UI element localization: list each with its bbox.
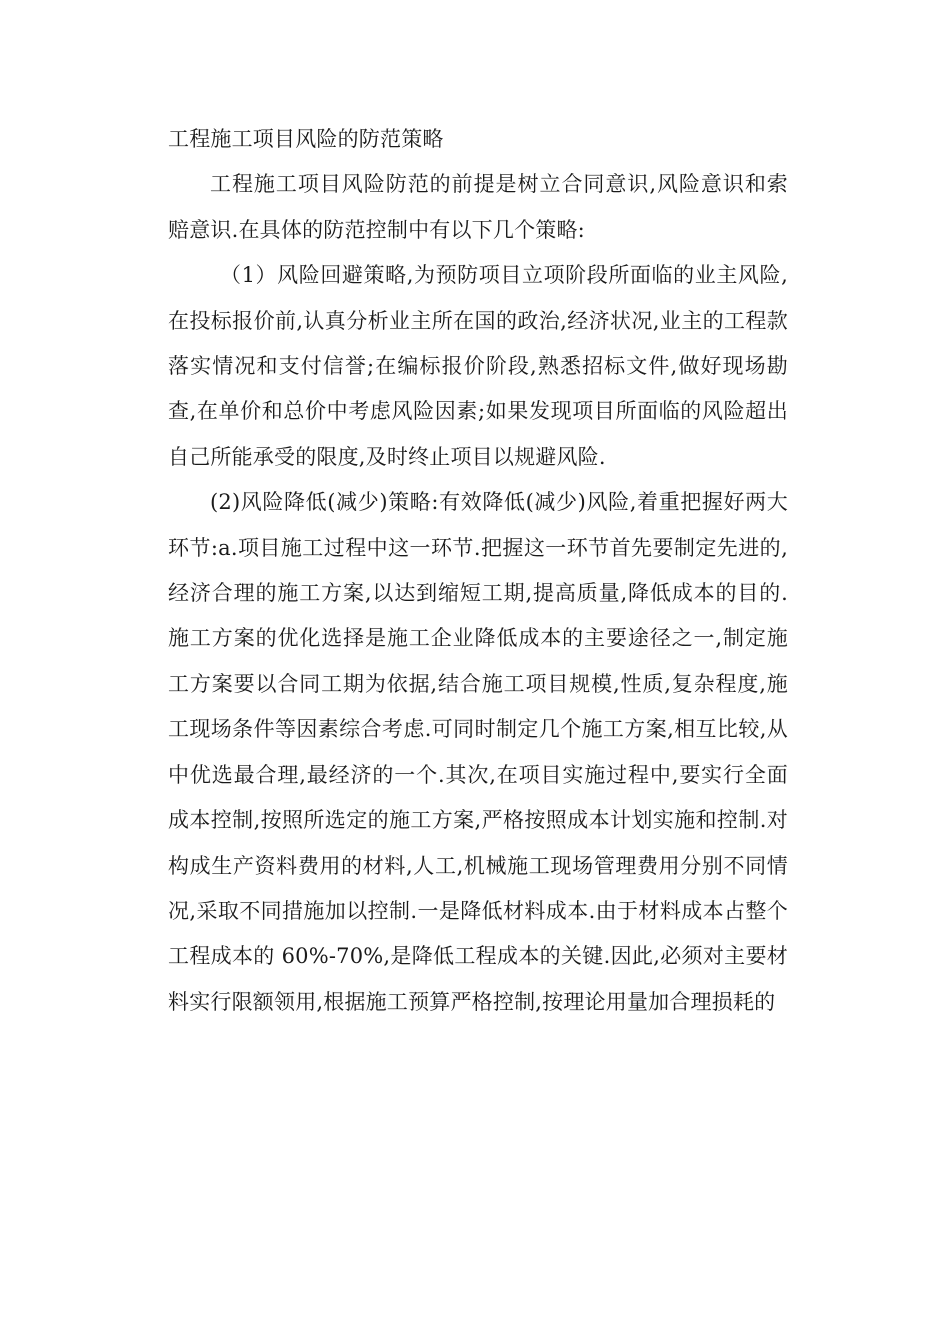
paragraph-intro: 工程施工项目风险防范的前提是树立合同意识,风险意识和索赔意识.在具体的防范控制中有以下几个策略:: [168, 172, 788, 242]
paragraph-risk-avoidance: （1）风险回避策略,为预防项目立项阶段所面临的业主风险,在投标报价前,认真分析业主所在国的政治,经济状况,业主的工程款落实情况和支付信誉;在编标报价阶段,熟悉招标文件,做好现场勘查,在单价和总价中考虑风险因素;如果发现项目所面临的风险超出自己所能承受的限度,及时终止项目以规避风险.: [168, 263, 788, 469]
paragraph-risk-reduction: (2)风险降低(减少)策略:有效降低(减少)风险,着重把握好两大环节:a.项目施工过程中这一环节.把握这一环节首先要制定先进的,经济合理的施工方案,以达到缩短工期,提高质量,降低成本的目的.施工方案的优化选择是施工企业降低成本的主要途径之一,制定施工方案要以合同工期为依据,结合施工项目规模,性质,复杂程度,施工现场条件等因素综合考虑.可同时制定几个施工方案,相互比较,从中优选最合理,最经济的一个.其次,在项目实施过程中,要实行全面成本控制,按照所选定的施工方案,严格按照成本计划实施和控制.对构成生产资料费用的材料,人工,机械施工现场管理费用分别不同情况,采取不同措施加以控制.一是降低材料成本.由于材料成本占整个工程成本的 60%-70%,是降低工程成本的关键.因此,必须对主要材料实行限额领用,根据施工预算严格控制,按理论用量加合理损耗的: [168, 490, 788, 1014]
document-title: 工程施工项目风险的防范策略: [168, 127, 444, 151]
document-body: [168, 117, 788, 1025]
